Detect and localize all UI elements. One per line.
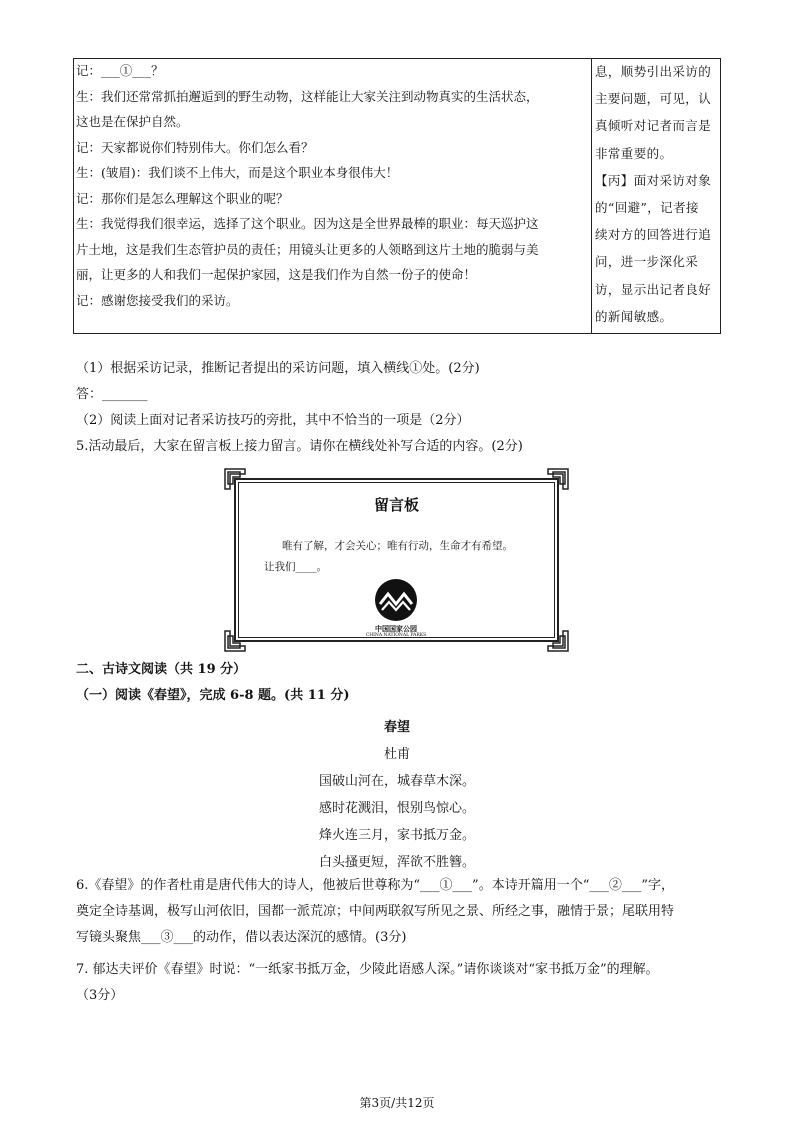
section-subheading: （一）阅读《春望》，完成 6-8 题。(共 11 分) bbox=[76, 688, 350, 703]
question-5: 5.活动最后，大家在留言板上接力留言。请你在横线处补写合适的内容。(2分) bbox=[76, 439, 523, 454]
poem-author: 杜甫 bbox=[383, 747, 410, 762]
record-line: 片土地，这是我们生态管护员的责任；用镜头让更多的人领略到这片土地的脆弱与美 bbox=[76, 241, 539, 257]
record-line: 记：天家都说你们特别伟大。你们怎么看？ bbox=[76, 139, 314, 155]
record-line: 记：感谢您接受我们的采访。 bbox=[76, 292, 239, 308]
annotation-line: 非常重要的。 bbox=[595, 145, 673, 161]
annotation-line: 息，顺势引出采访的 bbox=[595, 64, 712, 79]
record-line: 丽，让更多的人和我们一起保护家园，这是我们作为自然一份子的使命！ bbox=[76, 267, 477, 282]
poem-line: 感时花溅泪，恨别鸟惊心。 bbox=[318, 801, 475, 816]
question-4-2: （2）阅读上面对记者采访技巧的旁批，其中不恰当的一项是（2分） bbox=[76, 413, 470, 428]
record-line: 生：我觉得我们很幸运，选择了这个职业。因为这是全世界最棒的职业：每天巡护这 bbox=[76, 216, 539, 231]
annotation-line: 【丙】面对采访对象 bbox=[595, 172, 712, 188]
record-line: 生：我们还常常抓拍邂逅到的野生动物，这样能让大家关注到动物真实的生活状态， bbox=[76, 88, 539, 104]
record-line: 这也是在保护自然。 bbox=[76, 114, 189, 129]
question-7-line: 7. 郁达夫评价《春望》时说：“一纸家书抵万金，少陵此语感人深。”请你谈谈对“家书抵万金”的理解。 bbox=[76, 962, 659, 977]
answer-line[interactable]: 答：_______ bbox=[76, 387, 148, 402]
question-4-1: （1）根据采访记录，推断记者提出的采访问题，填入横线①处。(2分) bbox=[76, 361, 480, 376]
question-7-score: （3分） bbox=[76, 988, 124, 1003]
national-park-logo-icon bbox=[374, 578, 418, 622]
corner-ornament-icon bbox=[224, 468, 246, 490]
corner-ornament-icon bbox=[547, 468, 569, 490]
question-6-line: 奠定全诗基调，极写山河依旧，国都一派荒凉；中间两联叙写所见之景、所经之事，融情于景；尾联用特 bbox=[76, 904, 675, 919]
record-line: 记：___①___？ bbox=[76, 63, 164, 78]
annotation-line: 主要问题，可见，认 bbox=[595, 91, 712, 107]
corner-ornament-icon bbox=[224, 630, 246, 652]
interview-record-column bbox=[76, 58, 588, 313]
annotation-line: 问，进一步深化采 bbox=[595, 254, 699, 270]
annotation-line: 续对方的回答进行追 bbox=[595, 227, 712, 243]
annotation-line: 的“回避”，记者接 bbox=[595, 199, 699, 215]
annotation-line: 访，显示出记者良好 bbox=[595, 281, 712, 297]
corner-ornament-icon bbox=[547, 630, 569, 652]
logo-subtext: CHINA NATIONAL PARKS bbox=[365, 633, 427, 638]
board-title: 留言板 bbox=[373, 496, 419, 514]
section-heading: 二、古诗文阅读（共 19 分） bbox=[76, 662, 247, 677]
board-fill-line[interactable]: 让我们____。 bbox=[264, 561, 327, 573]
annotation-line: 的新闻敏感。 bbox=[595, 308, 673, 324]
record-line: 记：那你们是怎么理解这个职业的呢？ bbox=[76, 190, 289, 206]
annotation-line: 真倾听对记者而言是 bbox=[595, 118, 712, 134]
logo-text: 中国国家公园 bbox=[375, 624, 417, 633]
poem-line: 白头搔更短，浑欲不胜簪。 bbox=[318, 855, 475, 870]
annotation-column bbox=[595, 58, 719, 330]
poem-line: 烽火连三月，家书抵万金。 bbox=[318, 828, 475, 843]
message-board bbox=[224, 468, 569, 652]
question-6-line: 6.《春望》的作者杜甫是唐代伟大的诗人，他被后世尊称为“___①___”。本诗开篇用一个“___②___”字， bbox=[76, 878, 674, 893]
page-number: 第3页/共12页 bbox=[359, 1096, 435, 1110]
table-divider bbox=[591, 58, 592, 334]
question-6-line: 写镜头聚焦___③___的动作，借以表达深沉的感情。(3分) bbox=[76, 930, 407, 945]
poem-line: 国破山河在，城春草木深。 bbox=[318, 774, 475, 789]
record-line: 生：(皱眉)：我们谈不上伟大，而是这个职业本身很伟大！ bbox=[76, 165, 399, 180]
poem-title: 春望 bbox=[383, 720, 410, 735]
board-message: 唯有了解，才会关心；唯有行动，生命才有希望。 bbox=[282, 540, 513, 552]
